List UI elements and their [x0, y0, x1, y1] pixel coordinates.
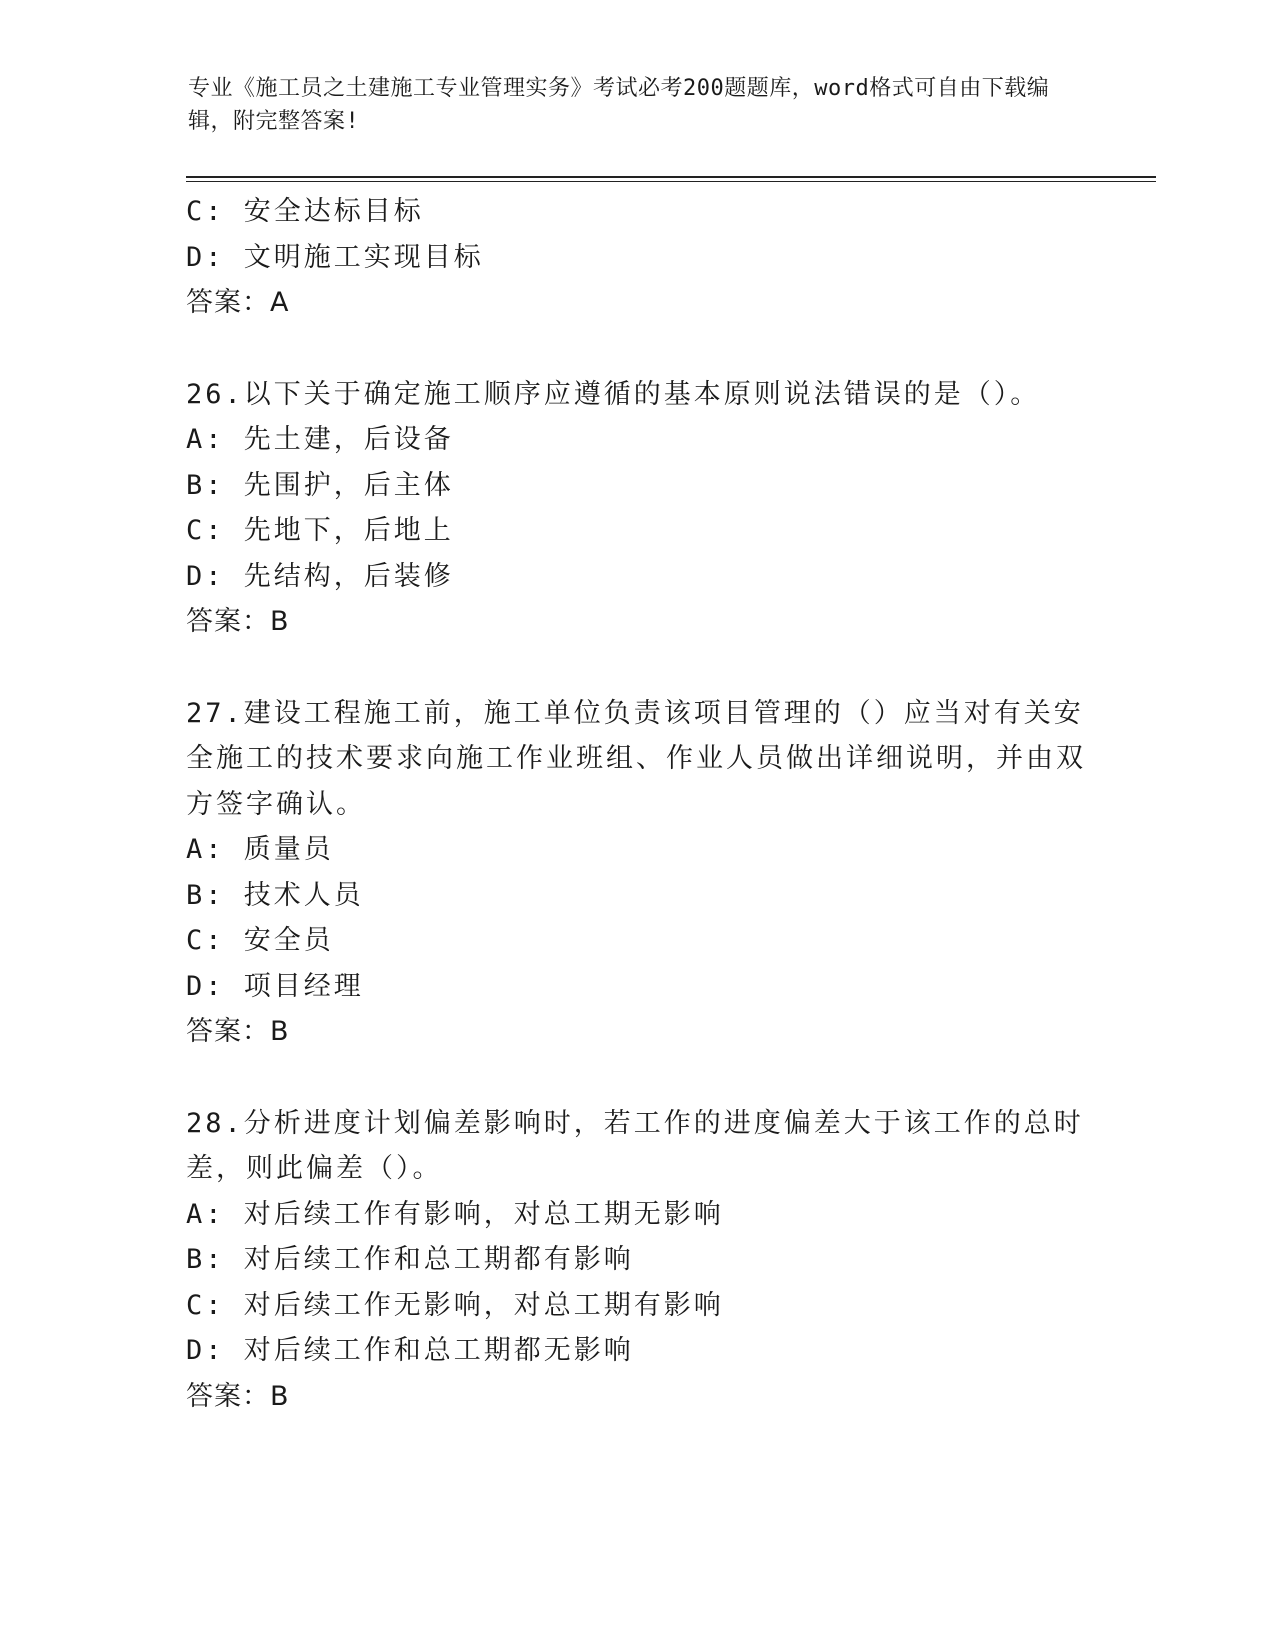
option-c: C: 安全员 [186, 925, 334, 956]
question-28 [186, 1101, 1086, 1420]
question-text: 26.以下关于确定施工顺序应遵循的基本原则说法错误的是（）。 [186, 378, 1041, 410]
header-rule-thick [186, 176, 1156, 178]
answer-line: 答案：A [186, 287, 290, 318]
option-a: A: 质量员 [186, 834, 334, 865]
option-c: C: 安全达标目标 [186, 196, 424, 227]
answer-line: 答案：B [186, 1380, 290, 1412]
partial-question [186, 189, 1086, 326]
option-b: B: 对后续工作和总工期都有影响 [186, 1244, 634, 1275]
option-d: D: 对后续工作和总工期都无影响 [186, 1335, 634, 1366]
option-d: D: 文明施工实现目标 [186, 241, 484, 273]
answer-line: 答案：B [186, 606, 290, 637]
option-a: A: 对后续工作有影响，对总工期无影响 [186, 1198, 724, 1230]
option-c: C: 对后续工作无影响，对总工期有影响 [186, 1289, 724, 1321]
question-27 [186, 691, 1086, 1055]
header-rule-thin [186, 181, 1156, 182]
answer-line: 答案：B [186, 1016, 290, 1047]
option-c: C: 先地下，后地上 [186, 515, 454, 546]
question-text: 28.分析进度计划偏差影响时，若工作的进度偏差大于该工作的总时差，则此偏差（）。 [186, 1107, 1084, 1184]
option-b: B: 技术人员 [186, 879, 364, 911]
question-26 [186, 372, 1086, 645]
option-b: B: 先围护，后主体 [186, 469, 454, 501]
option-a: A: 先土建，后设备 [186, 424, 454, 455]
question-text: 27.建设工程施工前，施工单位负责该项目管理的（）应当对有关安全施工的技术要求向施工作业班组、作业人员做出详细说明，并由双方签字确认。 [186, 697, 1086, 820]
question-list [186, 189, 1086, 1419]
document-header: 专业《施工员之土建施工专业管理实务》考试必考200题题库，word格式可自由下载编辑，附完整答案! [188, 76, 1050, 134]
option-d: D: 项目经理 [186, 970, 364, 1002]
option-d: D: 先结构，后装修 [186, 560, 454, 592]
